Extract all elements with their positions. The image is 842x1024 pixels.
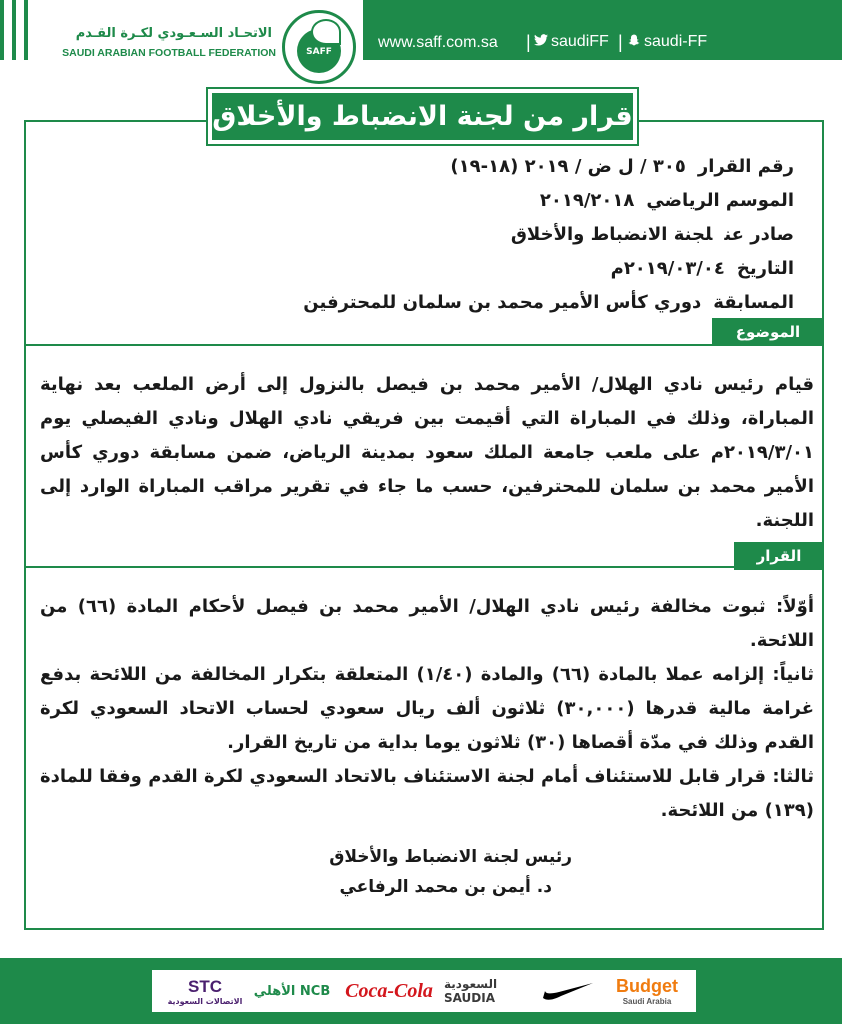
snapchat-handle[interactable]: saudi-FF bbox=[627, 33, 707, 51]
document-title: قرار من لجنة الانضباط والأخلاق bbox=[208, 89, 637, 144]
sponsor-saudia-logo: السعودية SAUDIA bbox=[444, 977, 498, 1005]
decision-item-1: أوّلاً: ثبوت مخالفة رئيس نادي الهلال/ الأمير محمد بن فيصل لأحكام المادة (٦٦) من اللائحة. bbox=[40, 596, 815, 651]
subject-text: قيام رئيس نادي الهلال/ الأمير محمد بن فيصل بالنزول إلى أرض الملعب بعد نهاية المباراة، وذلك في المباراة التي أقيمت بين فريقي نادي الهلال ونادي الفيصلي يوم ٢٠١٩/٣/٠١م على ملعب جامعة الملك سعود بمدينة الرياض، ضمن مسابقة دوري كأس الأمير محمد بن سلمان للمحترفين، حسب ما جاء في تقرير مراقب المباراة الوارد إلى اللجنة. bbox=[40, 374, 814, 531]
separator: | bbox=[618, 32, 623, 52]
meta-row-season: الموسم الرياضي٢٠١٩/٢٠١٨ bbox=[539, 190, 794, 211]
section-divider bbox=[24, 344, 734, 346]
header-left-panel bbox=[0, 0, 285, 90]
header-stripe bbox=[0, 0, 4, 60]
falcon-icon bbox=[311, 19, 341, 45]
meta-row-issuer: صادر عنلجنة الانضباط والأخلاق bbox=[510, 224, 794, 245]
nike-swoosh-icon bbox=[541, 980, 595, 1002]
meta-row-decision-number: رقم القرار٣٠٥ / ل ض / ٢٠١٩ (١٨-١٩) bbox=[450, 156, 794, 177]
decision-heading: القرار bbox=[734, 542, 824, 570]
saff-logo bbox=[282, 10, 356, 84]
sponsor-bar bbox=[152, 970, 696, 1012]
federation-name-arabic: الاتحـاد السـعـودي لكـرة القـدم bbox=[75, 26, 272, 41]
header-stripe bbox=[24, 0, 28, 60]
sponsor-ncb-logo: الأهلي NCB bbox=[253, 983, 331, 999]
sponsor-stc-logo: STC الاتصالات السعودية bbox=[167, 976, 243, 1006]
section-divider bbox=[24, 566, 734, 568]
footer bbox=[0, 958, 842, 1024]
separator: | bbox=[526, 32, 531, 52]
twitter-handle[interactable]: saudiFF bbox=[534, 33, 609, 51]
meta-row-competition: المسابقةدوري كأس الأمير محمد بن سلمان للمحترفين bbox=[303, 292, 794, 313]
header-stripe bbox=[12, 0, 16, 60]
decision-item-2: ثانياً: إلزامه عملا بالمادة (٦٦) والمادة (١/٤٠) المتعلقة بتكرار المخالفة من اللائحة بدفع غرامة مالية قدرها (٣٠,٠٠٠) ثلاثون ألف ريال سعودي لحساب الاتحاد السعودي لكرة القدم وذلك في مدّة أقصاها (٣٠) ثلاثون يوما بداية من تاريخ القرار. bbox=[40, 664, 814, 753]
header bbox=[0, 0, 842, 90]
federation-name-english: SAUDI ARABIAN FOOTBALL FEDERATION bbox=[62, 47, 276, 59]
snapchat-icon bbox=[627, 34, 641, 46]
website-link[interactable]: www.saff.com.sa bbox=[378, 34, 498, 51]
subject-heading: الموضوع bbox=[712, 318, 824, 346]
sponsor-nike-logo bbox=[536, 970, 600, 1012]
sponsor-cocacola-logo: Coca-Cola bbox=[345, 979, 433, 1002]
logo-text: SAFF bbox=[306, 47, 332, 57]
decision-metadata bbox=[294, 150, 794, 320]
signatory-name: د. أيمن بن محمد الرفاعي bbox=[339, 877, 552, 897]
decision-item-3: ثالثا: قرار قابل للاستئناف أمام لجنة الاستئناف بالاتحاد السعودي لكرة القدم وفقا للمادة (١٣٩) من اللائحة. bbox=[40, 766, 814, 821]
sponsor-budget-logo: Budget Saudi Arabia bbox=[616, 976, 678, 1006]
meta-row-date: التاريخ٢٠١٩/٠٣/٠٤م bbox=[610, 258, 794, 279]
signatory-position: رئيس لجنة الانضباط والأخلاق bbox=[329, 847, 572, 867]
twitter-icon bbox=[534, 34, 548, 46]
